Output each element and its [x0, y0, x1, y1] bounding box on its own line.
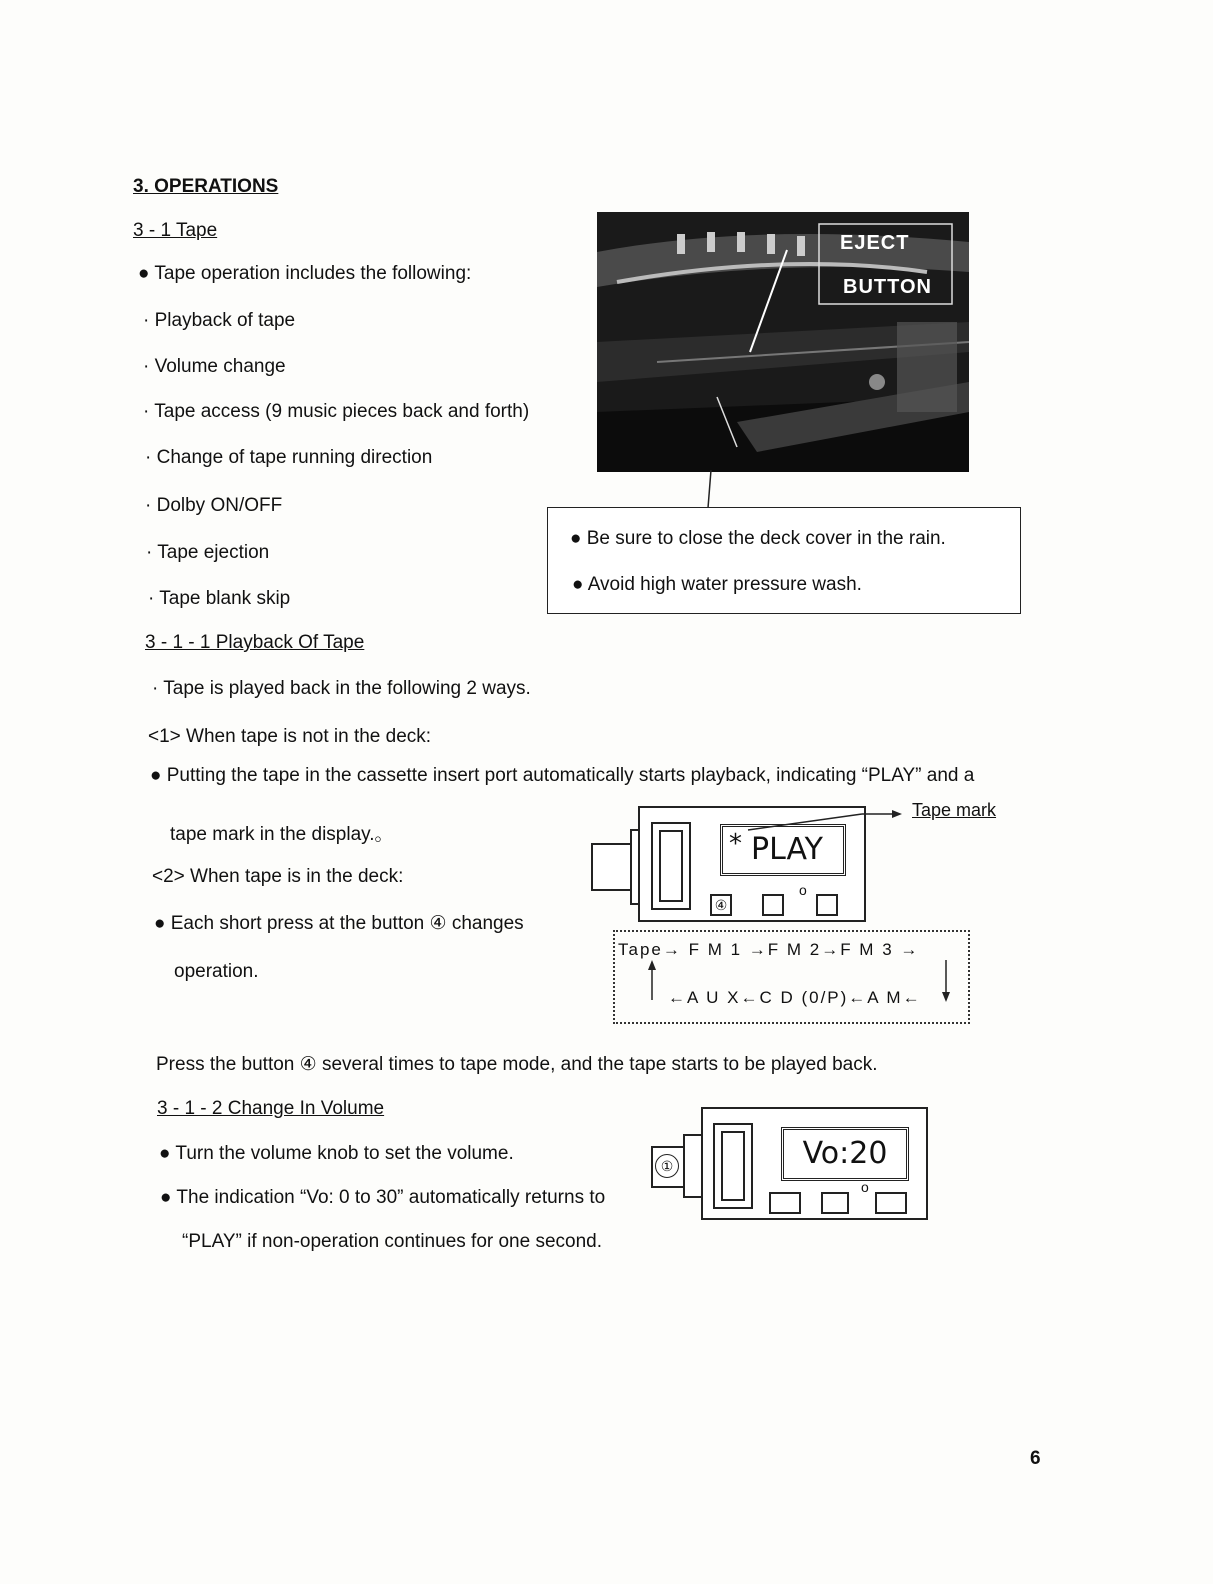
cassette-door: [651, 822, 691, 910]
mode-sequence-arrows: [640, 960, 960, 1002]
degree-mark: o: [861, 1179, 869, 1195]
callout-leader-line: [700, 470, 720, 510]
mode-button[interactable]: ④: [710, 894, 732, 916]
list-item: · Tape blank skip: [148, 588, 291, 609]
volume-text-1: ● Turn the volume knob to set the volume.: [159, 1143, 514, 1164]
caution-rain: ● Be sure to close the deck cover in the rain.: [570, 528, 946, 549]
list-item: · Playback of tape: [143, 310, 296, 331]
cassette-door-inner: [721, 1131, 745, 1201]
list-item: · Tape ejection: [146, 542, 270, 563]
mode-sequence-bottom: ←A U X←C D (0/P)←A M←: [668, 988, 922, 1007]
lcd-play-text: PLAY: [751, 832, 824, 867]
list-item: · Volume change: [143, 356, 286, 377]
preset-button[interactable]: [875, 1192, 907, 1214]
volume-heading: 3 - 1 - 2 Change In Volume: [157, 1098, 385, 1119]
preset-button[interactable]: [762, 894, 784, 916]
cassette-door: [713, 1123, 753, 1209]
playback-heading: 3 - 1 - 1 Playback Of Tape: [145, 632, 365, 653]
cassette-door-inner: [659, 830, 683, 902]
radio-display-volume: [701, 1107, 928, 1220]
list-item: · Tape access (9 music pieces back and forth): [143, 401, 530, 422]
list-item: · Dolby ON/OFF: [145, 495, 283, 516]
section-title: 3. OPERATIONS: [133, 176, 279, 197]
caution-callout: [547, 507, 1021, 614]
press-note: Press the button ④ several times to tape mode, and the tape starts to be played back.: [156, 1054, 878, 1075]
case2-text: ● Each short press at the button ④ changes: [154, 913, 524, 934]
volume-text-2: ● The indication “Vo: 0 to 30” automatically returns to: [160, 1187, 606, 1208]
tape-mark-arrow: [744, 806, 914, 836]
caution-wash: ● Avoid high water pressure wash.: [572, 574, 862, 595]
list-item: · Change of tape running direction: [145, 447, 433, 468]
eject-button-photo: [597, 212, 969, 472]
subsection-tape-heading: 3 - 1 Tape: [133, 220, 218, 241]
case2-heading: <2> When tape is in the deck:: [152, 866, 404, 887]
lcd-volume-text: Vo:20: [802, 1136, 888, 1171]
preset-button[interactable]: [816, 894, 838, 916]
deck-photo-illustration: [597, 212, 969, 472]
volume-text-3: “PLAY” if non-operation continues for one second.: [182, 1231, 603, 1252]
page-number: 6: [1030, 1448, 1041, 1469]
lcd-screen: [781, 1127, 909, 1181]
case1-heading: <1> When tape is not in the deck:: [148, 726, 432, 747]
tape-intro: ● Tape operation includes the following:: [138, 263, 472, 284]
eject-label: EJECT: [840, 232, 910, 254]
preset-button[interactable]: [769, 1192, 801, 1214]
tape-mark-label: Tape mark: [912, 800, 997, 820]
degree-mark: o: [799, 882, 807, 898]
tape-mark-icon: *: [729, 829, 742, 859]
case1-text: ● Putting the tape in the cassette insert port automatically starts playback, indicating “PLAY” and a: [150, 765, 975, 786]
mode-sequence-top: Tape→ F M 1 →F M 2→F M 3 →: [618, 940, 920, 959]
button-label: BUTTON: [843, 276, 932, 298]
volume-knob-housing: [651, 1146, 686, 1188]
case1-text-cont: tape mark in the display.。: [170, 824, 394, 845]
volume-knob[interactable]: ①: [655, 1154, 679, 1178]
case2-text-cont: operation.: [174, 961, 259, 982]
preset-button[interactable]: [821, 1192, 849, 1214]
playback-intro: · Tape is played back in the following 2 ways.: [152, 678, 531, 699]
